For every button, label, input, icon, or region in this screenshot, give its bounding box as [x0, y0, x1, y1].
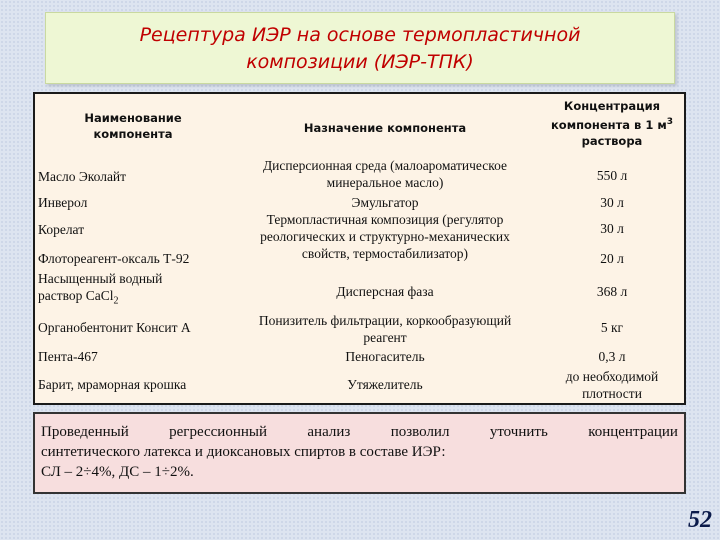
component-purpose: Пеногаситель [345, 349, 425, 364]
component-purpose: Утяжелитель [347, 377, 423, 392]
component-concentration: 20 л [600, 251, 624, 266]
component-purpose: Дисперсная фаза [336, 284, 434, 299]
component-purpose: Эмульгатор [351, 195, 419, 210]
component-name: Пента-467 [38, 349, 98, 364]
component-name: Насыщенный водный раствор CaCl$_2$ [38, 271, 163, 307]
component-concentration: 30 л [600, 195, 624, 210]
component-name: Флотореагент-оксаль Т-92 [38, 251, 190, 266]
header-purpose: Назначение компонента [303, 121, 467, 135]
header-name: Наименование компонента [84, 111, 182, 141]
component-name: Инверол [38, 195, 88, 210]
header-concentration: Концентрация компонента в 1 $м^3$ раствора [550, 99, 674, 148]
component-concentration: 368 л [596, 284, 628, 299]
note-line-1: Проведенный регрессионный анализ позволил уточнить концентрации [41, 424, 678, 440]
title-line-1: Рецептура ИЭР на основе термопластичной [139, 24, 581, 46]
component-concentration: 550 л [596, 168, 628, 183]
component-name: Масло Эколайт [38, 169, 127, 184]
component-concentration: 30 л [600, 221, 624, 236]
component-concentration: до необходимой плотности [565, 369, 659, 401]
recipe-table [33, 92, 686, 405]
note-line-3: СЛ – 2÷4%, ДС – 1÷2%. [41, 464, 194, 480]
component-purpose: Дисперсионная среда (малоароматическое минеральное масло) [262, 158, 508, 190]
component-concentration: 0,3 л [598, 349, 626, 364]
note-line-2: синтетического латекса и диоксановых спиртов в составе ИЭР: [41, 444, 446, 460]
conclusion-note [33, 412, 686, 494]
component-name: Барит, мраморная крошка [38, 377, 187, 392]
component-purpose: Термопластичная композиция (регулятор реологических и структурно-механических свойств, термостабилизатор) [260, 212, 510, 261]
component-name: Органобентонит Консит А [38, 320, 191, 335]
page-number: 52 [688, 507, 712, 533]
slide-title [45, 12, 675, 84]
component-concentration: 5 кг [600, 320, 624, 335]
component-purpose: Понизитель фильтрации, коркообразующий реагент [258, 313, 512, 345]
component-name: Корелат [38, 222, 85, 237]
title-line-2: композиции (ИЭР-ТПК) [246, 51, 474, 73]
